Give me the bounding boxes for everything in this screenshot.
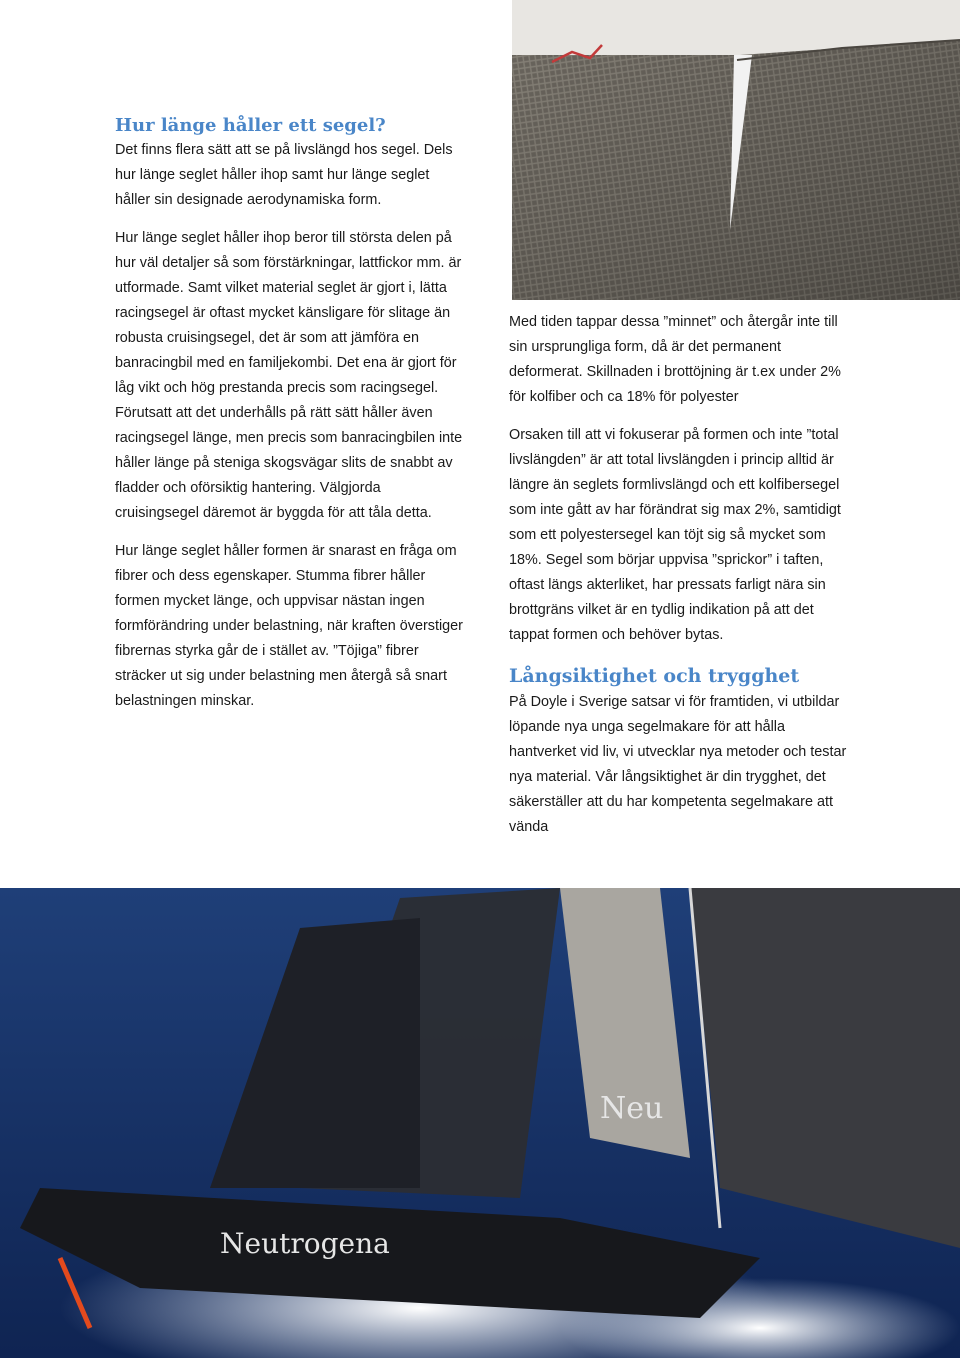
fiber-paragraph: Hur länge seglet håller formen är snarast en fråga om fibrer och dess egenskaper. Stumma fibrer håller formen mycket länge, och uppvisar nästan ingen formförändring under belastning, när kraften överstiger fibrernas styrka går de i stället av. ”Töjiga” fibrer sträcker ut sig under belastning men återgå så snart belastningen minskar.	[115, 543, 463, 709]
right-column	[509, 310, 854, 840]
racing-yacht-photo	[0, 888, 960, 1358]
durability-paragraph: Hur länge seglet håller ihop beror till största delen på hur väl detaljer så som förstärkningar, lattfickor mm. är utformade. Samt vilket material seglet är gjort i, lätta racingsegel är oftast mycket känsligare för slitage än robusta cruisingsegel, det är som att jämföra en banracingbil med en familjekombi. Det ena är gjort för låg vikt och hög prestanda precis som racingsegel. Förutsatt att det underhålls på rätt sätt håller även racingsegel länge, men precis som banracingbilen inte håller länge på steniga skogsvägar slits de snabbt av fladder och oförsiktig hantering. Välgjorda cruisingsegel däremot är byggda för att tåla detta.	[115, 230, 463, 521]
shape-focus-paragraph: Orsaken till att vi fokuserar på formen och inte ”total livslängden” är att total livslängden i princip alltid är längre än seglets formlivslängd och ett kolfibersegel som inte gått av har förändrat sig max 2%, samtidigt som ett polyestersegel kan töjt sig så mycket som 18%. Segel som börjar uppvisa ”sprickor” i taften, oftast längs akterliket, har pressats farligt nära sin brottgräns vilket är en tydlig indikation på att det tappat formen och behöver bytas.	[509, 427, 841, 643]
torn-sail-photo	[512, 0, 960, 300]
memory-paragraph: Med tiden tappar dessa ”minnet” och återgår inte till sin ursprungliga form, då är det permanent deformerat. Skillnaden i brottöjning är t.ex under 2% för kolfiber och ca 18% för polyester	[509, 314, 841, 405]
left-column	[115, 114, 465, 714]
intro-paragraph: Det finns flera sätt att se på livslängd hos segel. Dels hur länge seglet håller ihop samt hur länge seglet håller sin designade aerodynamiska form.	[115, 142, 453, 208]
section-heading-longevity: Långsiktighet och trygghet	[509, 665, 800, 687]
doyle-paragraph: På Doyle i Sverige satsar vi för framtiden, vi utbildar löpande nya unga segelmakare för att hålla hantverket vid liv, vi utvecklar nya metoder och testar nya material. Vår långsiktighet är din trygghet, det säkerställer att du har kompetenta segelmakare att vända	[509, 694, 847, 835]
sail-lettering: Neu	[600, 1091, 664, 1126]
hull-lettering: Neutrogena	[220, 1227, 390, 1260]
section-heading-sail-lifetime: Hur länge håller ett segel?	[115, 115, 386, 136]
